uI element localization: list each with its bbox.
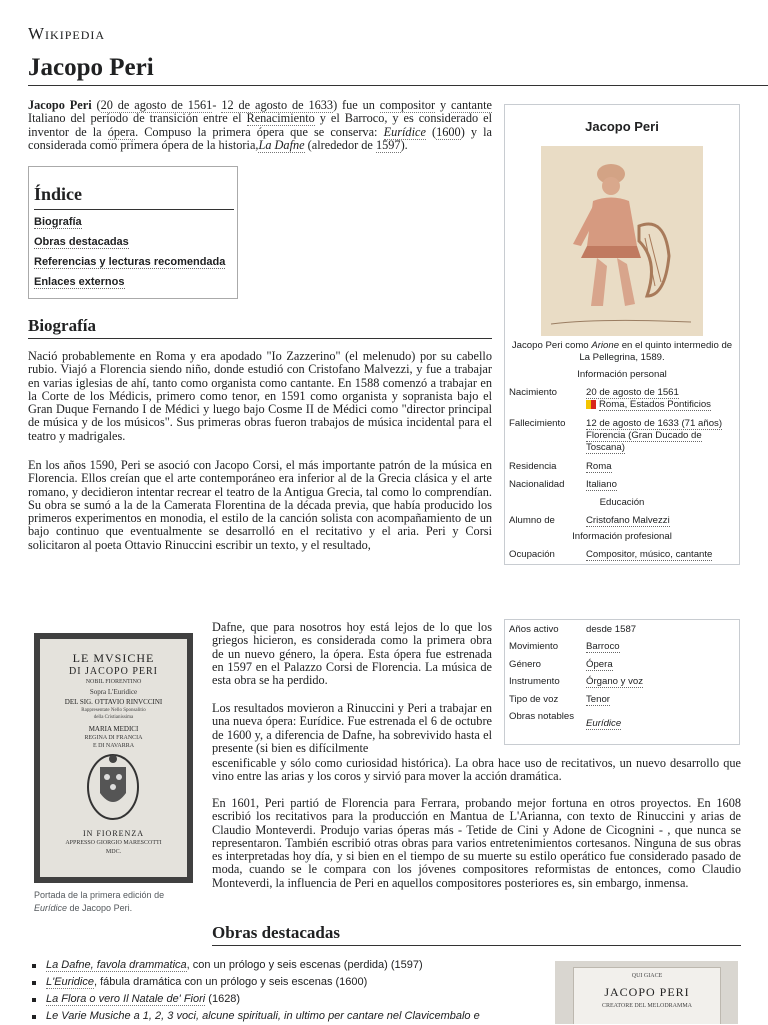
lead-text: - <box>212 98 222 112</box>
lead-name: Jacopo Peri <box>28 98 92 112</box>
toc-item-label[interactable]: Obras destacadas <box>34 236 129 248</box>
caption-text: de Jacopo Peri. <box>67 903 133 913</box>
portrait-drawing <box>541 146 703 336</box>
organo-link[interactable]: Órgano y voz <box>586 676 644 687</box>
frontispiece-line: MDC. <box>105 849 122 855</box>
lead-text: ( <box>425 124 437 139</box>
frontispiece-line: Rappresentate Nello Sponsalitio <box>81 708 146 713</box>
plaque-line: CREATORE DEL MELODRAMMA <box>601 1003 692 1009</box>
opera-link[interactable]: Ópera <box>586 659 613 670</box>
year-1597-link[interactable]: 1597 <box>375 137 401 152</box>
list-item <box>30 1008 530 1025</box>
frontispiece-line: REGINA DI FRANCIA <box>84 735 143 741</box>
value-residencia <box>586 461 736 473</box>
bio-paragraph-3-continued: escenificable y sólo como curiosidad histórica). La obra hace uso de recitativos, un nuevo desarrollo que vino entre las arias y los coros y sirvió para mover la acción dramática. <box>212 756 741 784</box>
frontispiece-line: E DI NAVARRA <box>92 743 135 749</box>
death-place-link[interactable]: Florencia (Gran Ducado de Toscana) <box>586 430 702 453</box>
list-item <box>30 957 530 974</box>
bio-paragraph-1: Nació probablemente en Roma y era apodado "Io Zazzerino" (el melenudo) por su cabello rubio. Viajó a Florencia siendo niño, donde estudió con Cristofano Malvezzi, y fue a trabajar en varias iglesias de ahí, tanto como organista como cantante. En 1588 comenzó a trabajar en la Corte de los Médicis, primero como tenor, en 1591 como organista y sopranista bajo el Gran Duque Fernando I de Médici y luego bajo Cosme II de Médici como "director principal de música y de los músicos". Sus primeras obras fueron trabajos de música incidental para el teatro y madrigales. <box>28 349 492 443</box>
label-obras-notables: Obras notables <box>509 711 575 722</box>
death-date-link[interactable]: 12 de agosto de 1633 <box>221 98 334 112</box>
frontispiece-line: DI JACOPO PERI <box>68 666 158 677</box>
section-informacion-profesional: Información profesional <box>572 531 672 542</box>
tomb-plaque-image[interactable] <box>555 961 738 1024</box>
label-tipo-voz: Tipo de voz <box>509 694 559 705</box>
value-fallecimiento <box>586 418 736 454</box>
value-ocupacion <box>586 549 736 561</box>
label-residencia: Residencia <box>509 461 557 472</box>
obra-detail: (1628) <box>205 993 241 1005</box>
frontispiece-line: APPRESSO GIORGIO MARESCOTTI <box>65 840 162 846</box>
obra-title: Le Varie Musiche a 1, 2, 3 voci, alcune spirituali, in ultimo per cantare nel Clavicembalo e <box>46 1010 480 1022</box>
title-divider <box>28 85 768 86</box>
plaque-line: QUI GIACE <box>631 973 663 979</box>
frontispiece-caption <box>34 889 202 915</box>
value-obras-notables <box>586 718 736 730</box>
toc-item-biografia[interactable] <box>34 216 82 228</box>
plaque-stone <box>573 967 721 1024</box>
frontispiece-image[interactable] <box>34 633 193 883</box>
label-alumno: Alumno de <box>509 515 555 526</box>
frontispiece-figure <box>28 623 202 920</box>
toc-item-referencias[interactable] <box>34 256 225 268</box>
list-item <box>30 974 530 991</box>
residencia-link[interactable]: Roma <box>586 461 612 472</box>
infobox-continued <box>504 619 740 745</box>
bio-paragraph-2: En los años 1590, Peri se asoció con Jacopo Corsi, el más importante patrón de la música en Florencia. Ellos creían que el arte contemporáneo era inferior al de la Grecia clásica y el arte romano, y decidieron intentar recrear el teatro de la Antigua Grecia, tal como lo comprendían. Su obra se sumó a la de la Camerata Florentina de la década previa, que había producido los primeros experimentos en monodia, el estilo de la canción solista con acompañamiento de un bajo continuo que eventualmente se desarrolló en el recitativo y el aria. Peri y Corsi solicitaron al poeta Ottavio Rinuccini escribir un texto, y el resultado, <box>28 458 492 552</box>
label-genero: Género <box>509 659 541 670</box>
toc-item-label[interactable]: Referencias y lecturas recomendada <box>34 256 226 268</box>
nacionalidad-link[interactable]: Italiano <box>586 479 617 490</box>
year-1600-link[interactable]: 1600 <box>436 124 461 139</box>
infobox <box>504 104 740 565</box>
birth-date-link[interactable]: 20 de agosto de 1561 <box>100 98 213 112</box>
bio-paragraph-4: En 1601, Peri partió de Florencia para Ferrara, probando mejor fortuna en otros proyectos. En 1608 escribió los recitativos para la producción en Mantua de L'Arianna, con texto de Rinuccini y arias de Claudio Monteverdi. Produjo varias óperas más - Tetide de Cini y Adone de Cicognini - , que nunca se representaron. También escribió otras obras para varios entretenimientos cortesanos. Ninguna de sus obras es interpretadas hoy día, y si bien en el tiempo de su muerte su estilo operático fue considerado pasado de moda, cuando se le compara con los jóvenes compositores reformistas de entonces, como Claudio Monteverdi, la influencia de Peri en aquellos compositores posteriores es, sin embargo, inmensa. <box>212 796 741 890</box>
caption-text: en el quinto intermedio de La Pellegrina, 1589. <box>579 340 733 363</box>
frontispiece-line: DEL SIG. OTTAVIO RINVCCINI <box>64 698 163 706</box>
cantante-link[interactable]: cantante <box>451 98 493 112</box>
caption-text: Portada de la primera edición de <box>34 890 165 900</box>
caption-italic: Eurídice <box>34 903 68 913</box>
toc-item-enlaces[interactable] <box>34 276 125 288</box>
lead-text: (alrededor de <box>304 137 376 152</box>
label-instrumento: Instrumento <box>509 676 560 687</box>
obras-list <box>30 957 530 1025</box>
lead-text: . Compuso la primera ópera que se conserva: <box>135 124 384 139</box>
frontispiece-line: NOBIL FIORENTINO <box>85 679 142 685</box>
obra-detail: , con un prólogo y seis escenas (perdida) (1597) <box>186 959 423 971</box>
portrait-image[interactable] <box>541 146 703 336</box>
medici-coat-of-arms-icon <box>86 753 141 821</box>
section-educacion: Educación <box>599 497 645 508</box>
section-divider <box>212 945 741 946</box>
renacimiento-link[interactable]: Renacimiento <box>246 111 315 126</box>
lead-text: ) fue un <box>333 98 380 112</box>
section-informacion-personal: Información personal <box>577 369 667 380</box>
ocupacion-links[interactable]: Compositor, músico, cantante <box>586 549 713 560</box>
value-instrumento <box>586 676 736 688</box>
barroco-link[interactable]: Barroco <box>586 641 620 652</box>
section-heading-biografia: Biografía <box>28 316 96 335</box>
label-anos-activo: Años activo <box>509 624 559 635</box>
malvezzi-link[interactable]: Cristofano Malvezzi <box>586 515 670 526</box>
value-nacionalidad <box>586 479 736 491</box>
value-movimiento <box>586 641 736 653</box>
frontispiece-line: della Cristianissima <box>93 715 134 720</box>
portrait-caption <box>509 340 735 364</box>
frontispiece-page <box>40 639 187 877</box>
flag-icon-papal-states <box>586 400 596 409</box>
value-anos-activo: desde 1587 <box>586 624 637 635</box>
lead-text: Italiano del período de transición entre el <box>28 111 247 126</box>
value-genero <box>586 659 736 671</box>
caption-text: Jacopo Peri como <box>511 340 592 351</box>
toc-item-obras[interactable] <box>34 236 129 248</box>
obra-detail: , fábula dramática con un prólogo y seis escenas (1600) <box>93 976 368 988</box>
label-ocupacion: Ocupación <box>509 549 555 560</box>
wikipedia-logo[interactable]: Wikipedia <box>28 24 106 43</box>
bio-paragraph-3: Los resultados movieron a Rinuccini y Peri a trabajar en una nueva ópera: Eurídice. Fue estrenada el 6 de octubre de 1600 y, a diferencia de Dafne, ha sobrevivido hasta el presente (si bien es difícilmente <box>212 701 492 755</box>
birth-place-link[interactable]: Roma, Estados Pontificios <box>599 399 711 410</box>
frontispiece-line: MARIA MEDICI <box>88 725 139 733</box>
section-heading-obras: Obras destacadas <box>212 923 340 942</box>
page-title: Jacopo Peri <box>28 54 154 81</box>
bio-paragraph-2-continued: Dafne, que para nosotros hoy está lejos de lo que los griegos hicieron, es considerada como la primera obra de un nuevo género, la ópera. Esta ópera fue estrenada en 1597 en el Palazzo Corsi de Florencia. La música de esta obra se ha perdido. <box>212 620 492 688</box>
toc-item-label[interactable]: Biografía <box>34 216 82 228</box>
euridice-link[interactable]: Eurídice <box>383 124 426 139</box>
lead-paragraph <box>28 99 492 152</box>
obra-link[interactable]: La Dafne, favola drammatica <box>46 959 187 971</box>
value-tipo-voz <box>586 694 736 706</box>
plaque-line: JACOPO PERI <box>604 985 690 999</box>
death-date-link[interactable]: 12 de agosto de 1633 (71 años) <box>586 418 723 429</box>
caption-italic: Arione <box>591 340 620 351</box>
toc-item-label[interactable]: Enlaces externos <box>34 276 125 288</box>
dafne-link[interactable]: La Dafne <box>258 137 305 152</box>
lead-text: ). <box>400 137 408 152</box>
compositor-link[interactable]: compositor <box>379 98 436 112</box>
tenor-link[interactable]: Tenor <box>586 694 610 705</box>
frontispiece-line: IN FIORENZA <box>83 829 144 838</box>
opera-link[interactable]: ópera <box>107 124 136 139</box>
value-nacimiento <box>586 387 736 411</box>
value-alumno <box>586 515 736 527</box>
list-item <box>30 991 530 1008</box>
toc-title: Índice <box>34 184 83 204</box>
label-movimiento: Movimiento <box>509 641 559 652</box>
lead-text: y <box>435 98 452 112</box>
obra-link[interactable]: L'Euridice <box>46 976 94 988</box>
label-fallecimiento: Fallecimiento <box>509 418 566 429</box>
lead-text: y el Barroco, y es considerado el inventor de la <box>28 111 492 139</box>
frontispiece-line: LE MVSICHE <box>72 651 155 665</box>
section-divider <box>28 338 492 339</box>
birth-date-link[interactable]: 20 de agosto de 1561 <box>586 387 679 398</box>
frontispiece-line: Sopra L'Euridice <box>89 688 138 696</box>
lead-text: ( <box>91 98 101 112</box>
table-of-contents <box>28 166 238 299</box>
lead-text: ) y la considerada como primera ópera de la historia, <box>28 124 492 152</box>
label-nacimiento: Nacimiento <box>509 387 557 398</box>
euridice-link[interactable]: Eurídice <box>586 718 622 729</box>
toc-divider <box>34 209 234 210</box>
infobox-title: Jacopo Peri <box>585 119 659 134</box>
label-nacionalidad: Nacionalidad <box>509 479 565 490</box>
obra-link[interactable]: La Flora o vero Il Natale de' Fiori <box>46 993 206 1005</box>
